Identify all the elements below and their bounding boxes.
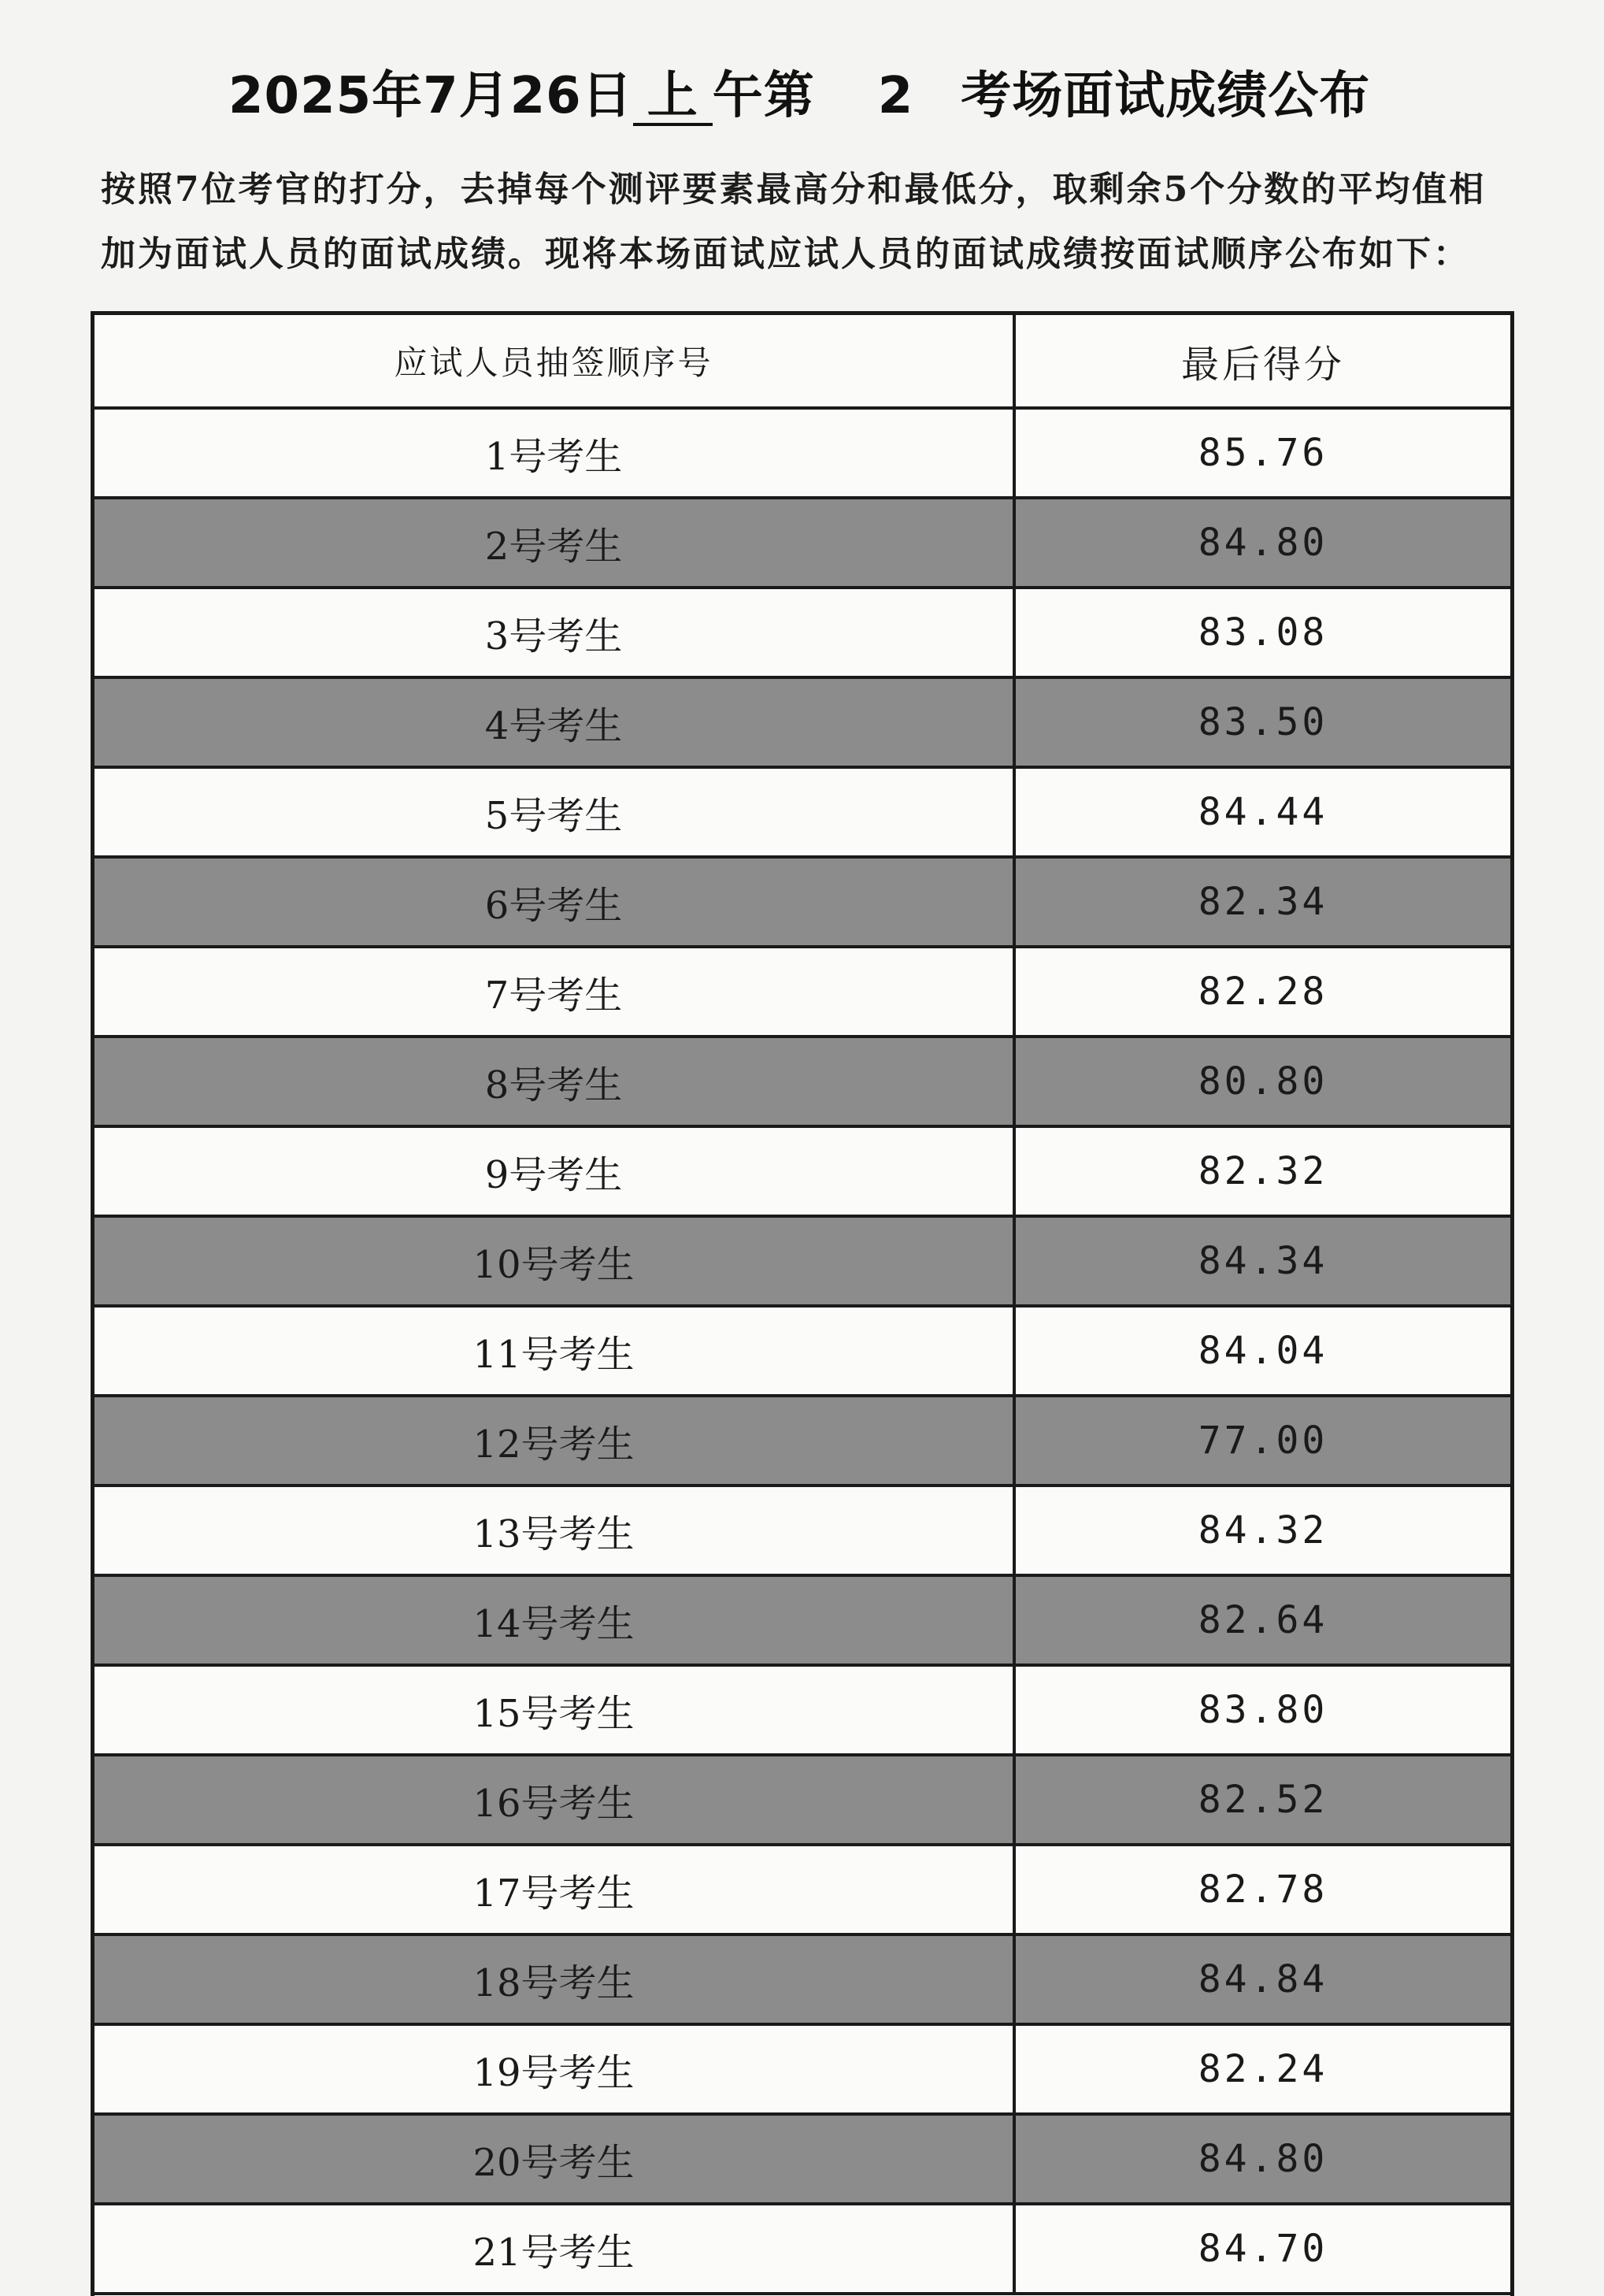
table-row [94, 499, 1510, 589]
score-cell: 83.80 [1198, 1688, 1328, 1732]
score-cell: 84.80 [1198, 2137, 1328, 2181]
score-cell: 83.50 [1198, 700, 1328, 744]
header-score: 最后得分 [1180, 342, 1345, 387]
score-cell: 82.52 [1198, 1778, 1328, 1822]
candidate-cell: 8号考生 [94, 1038, 1016, 1125]
scores-table [91, 311, 1514, 2296]
title-rest: 考场面试成绩公布 [961, 67, 1371, 125]
table-row [94, 948, 1510, 1038]
table-row [94, 1307, 1510, 1397]
score-cell: 84.44 [1198, 790, 1328, 834]
table-row [94, 410, 1510, 499]
intro-paragraph: 按照7位考官的打分，去掉每个测评要素最高分和最低分，取剩余5个分数的平均值相加为面试人员的面试成绩。现将本场面试应试人员的面试成绩按面试顺序公布如下： [101, 169, 1487, 274]
candidate-cell: 10号考生 [94, 1218, 1016, 1304]
candidate-cell: 17号考生 [94, 1846, 1016, 1933]
score-cell: 82.24 [1198, 2047, 1328, 2091]
table-row [94, 1756, 1510, 1846]
candidate-cell: 1号考生 [94, 410, 1016, 496]
table-row [94, 1487, 1510, 1577]
table-row [94, 2205, 1510, 2295]
score-cell: 77.00 [1198, 1419, 1328, 1463]
score-cell: 82.64 [1198, 1598, 1328, 1642]
candidate-cell: 14号考生 [94, 1577, 1016, 1664]
candidate-cell: 13号考生 [94, 1487, 1016, 1574]
score-cell: 83.08 [1198, 610, 1328, 655]
candidate-cell: 12号考生 [94, 1397, 1016, 1484]
candidate-cell: 16号考生 [94, 1756, 1016, 1843]
candidate-cell: 3号考生 [94, 589, 1016, 676]
score-cell: 84.80 [1198, 521, 1328, 565]
table-row [94, 1936, 1510, 2026]
table-row [94, 1846, 1510, 1936]
header-candidate: 应试人员抽签顺序号 [94, 315, 1016, 406]
candidate-cell: 20号考生 [94, 2116, 1016, 2202]
table-body [94, 410, 1510, 2295]
table-row [94, 1218, 1510, 1307]
score-cell: 84.04 [1198, 1329, 1328, 1373]
table-row [94, 1038, 1510, 1128]
title-session: 上 [633, 70, 713, 126]
score-cell: 82.78 [1198, 1868, 1328, 1912]
table-row [94, 589, 1510, 679]
table-row [94, 1577, 1510, 1667]
table-row [94, 1128, 1510, 1218]
table-row [94, 1397, 1510, 1487]
candidate-cell: 15号考生 [94, 1667, 1016, 1753]
table-header-row [94, 315, 1510, 410]
table-row [94, 859, 1510, 948]
score-cell: 82.32 [1198, 1149, 1328, 1193]
page-title [228, 55, 1370, 128]
score-cell: 82.34 [1198, 880, 1328, 924]
score-cell: 84.34 [1198, 1239, 1328, 1283]
table-row [94, 1667, 1510, 1756]
score-cell: 85.76 [1198, 431, 1328, 475]
candidate-cell: 4号考生 [94, 679, 1016, 766]
candidate-cell: 18号考生 [94, 1936, 1016, 2023]
candidate-cell: 11号考生 [94, 1307, 1016, 1394]
table-row [94, 2116, 1510, 2205]
title-date: 2025年7月26日 [228, 67, 633, 125]
candidate-cell: 19号考生 [94, 2026, 1016, 2112]
candidate-cell: 2号考生 [94, 499, 1016, 586]
score-cell: 84.32 [1198, 1508, 1328, 1552]
table-row [94, 769, 1510, 859]
title-room-number: 2 [877, 67, 914, 125]
candidate-cell: 5号考生 [94, 769, 1016, 855]
score-cell: 84.70 [1198, 2227, 1328, 2271]
candidate-cell: 21号考生 [94, 2205, 1016, 2292]
title-period: 午第 [712, 67, 815, 125]
table-row [94, 679, 1510, 769]
score-cell: 84.84 [1198, 1957, 1328, 2001]
table-row [94, 2026, 1510, 2116]
candidate-cell: 7号考生 [94, 948, 1016, 1035]
candidate-cell: 6号考生 [94, 859, 1016, 945]
score-cell: 80.80 [1198, 1059, 1328, 1103]
candidate-cell: 9号考生 [94, 1128, 1016, 1215]
score-cell: 82.28 [1198, 970, 1328, 1014]
